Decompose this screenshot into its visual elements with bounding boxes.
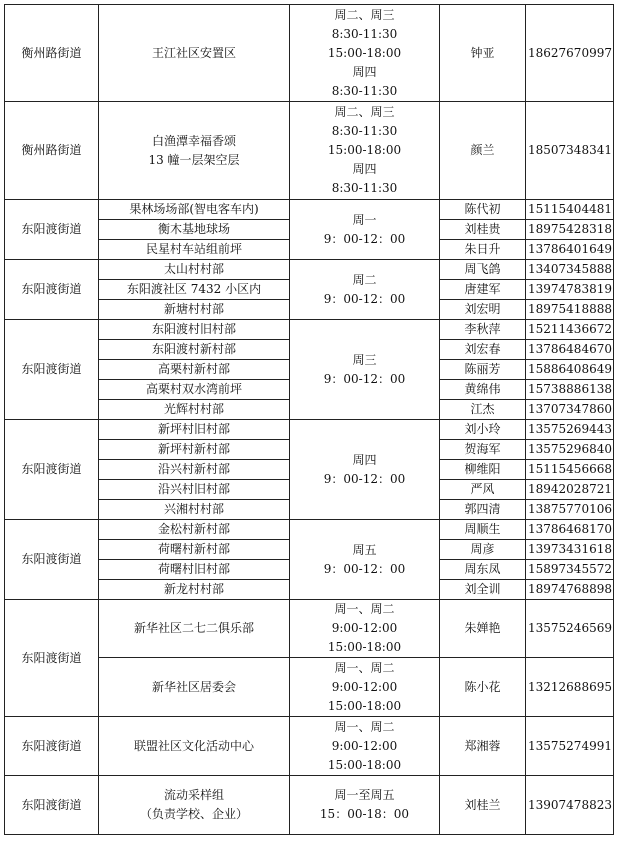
site-cell — [99, 560, 290, 580]
site-cell-line: 高栗村双水湾前坪 — [145, 382, 242, 396]
table-row — [5, 600, 614, 658]
time-cell-line: 周一、周二 — [334, 660, 395, 675]
site-cell-line: 新塘村村部 — [163, 302, 224, 316]
time-cell — [290, 102, 440, 200]
site-cell-line: 沿兴村旧村部 — [157, 482, 230, 496]
contact-cell: 陈丽芳 — [440, 360, 526, 380]
site-cell — [99, 600, 290, 658]
time-cell — [290, 260, 440, 320]
time-cell-line: 9:00-12:00 — [331, 621, 398, 635]
site-cell-line: 王江社区安置区 — [151, 45, 236, 60]
site-cell-line: 沿兴村新村部 — [157, 462, 230, 476]
site-cell-line: 东阳渡社区 7432 小区内 — [126, 282, 262, 296]
site-cell — [99, 440, 290, 460]
time-cell-line: 9：00-12：00 — [323, 371, 406, 386]
time-cell-line: 周三 — [352, 352, 377, 367]
site-cell — [99, 717, 290, 776]
site-cell — [99, 580, 290, 600]
time-cell-line: 周四 — [352, 452, 377, 467]
time-cell-line: 周四 — [352, 162, 377, 176]
time-cell-line: 周五 — [352, 542, 377, 557]
site-cell — [99, 340, 290, 360]
site-cell — [99, 776, 290, 835]
contact-cell: 李秋萍 — [440, 320, 526, 340]
time-cell-line: 15:00-18:00 — [327, 757, 402, 772]
table-row — [5, 420, 614, 440]
phone-cell: 18942028721 — [526, 480, 614, 500]
phone-cell: 13973431618 — [526, 540, 614, 560]
phone-cell: 13575269443 — [526, 420, 614, 440]
table-row — [5, 520, 614, 540]
phone-cell: 18974768898 — [526, 580, 614, 600]
contact-cell: 颜兰 — [440, 102, 526, 200]
site-cell-line: 太山村村部 — [163, 262, 224, 276]
street-cell: 东阳渡街道 — [5, 600, 99, 717]
site-cell-line: 民星村车站组前坪 — [145, 242, 242, 256]
site-cell-line: 荷曙村旧村部 — [157, 562, 230, 576]
site-cell-line: 联盟社区文化活动中心 — [133, 738, 254, 753]
street-cell: 衡州路街道 — [5, 5, 99, 102]
table-row — [5, 102, 614, 200]
phone-cell: 15211436672 — [526, 320, 614, 340]
table-row — [5, 260, 614, 280]
contact-cell: 刘宏春 — [440, 340, 526, 360]
time-cell — [290, 658, 440, 717]
time-cell-line: 15:00-18:00 — [327, 45, 402, 60]
site-cell — [99, 380, 290, 400]
contact-cell: 江杰 — [440, 400, 526, 420]
time-cell — [290, 420, 440, 520]
time-cell-line: 周一 — [352, 212, 377, 227]
site-cell — [99, 200, 290, 220]
site-cell-line: 果林场场部(智电客车内) — [129, 202, 259, 216]
time-cell-line: 周一、周二 — [334, 719, 395, 734]
site-cell — [99, 102, 290, 200]
contact-cell: 钟亚 — [440, 5, 526, 102]
time-cell-line: 周二、周三 — [334, 7, 395, 22]
site-cell — [99, 658, 290, 717]
table-row — [5, 5, 614, 102]
site-cell — [99, 540, 290, 560]
contact-cell: 刘宏明 — [440, 300, 526, 320]
time-cell-line: 9：00-12：00 — [323, 291, 406, 306]
contact-cell: 陈代初 — [440, 200, 526, 220]
phone-cell: 13974783819 — [526, 280, 614, 300]
contact-cell: 朱日升 — [440, 240, 526, 260]
site-cell — [99, 260, 290, 280]
time-cell — [290, 600, 440, 658]
phone-cell: 18627670997 — [526, 5, 614, 102]
time-cell-line: 9:00-12:00 — [331, 679, 398, 694]
site-cell-line: 白渔潭幸福香颂 — [151, 133, 236, 148]
contact-cell: 唐建军 — [440, 280, 526, 300]
street-cell: 东阳渡街道 — [5, 776, 99, 835]
table-row — [5, 776, 614, 835]
site-cell-line: 高栗村新村部 — [157, 362, 230, 376]
table-row — [5, 717, 614, 776]
contact-cell: 严风 — [440, 480, 526, 500]
street-cell: 东阳渡街道 — [5, 320, 99, 420]
time-cell-line: 8:30-11:30 — [331, 26, 398, 41]
phone-cell: 13407345888 — [526, 260, 614, 280]
phone-cell: 15115404481 — [526, 200, 614, 220]
contact-cell: 周东凤 — [440, 560, 526, 580]
phone-cell: 15897345572 — [526, 560, 614, 580]
site-cell-line: 兴湘村村部 — [163, 502, 224, 516]
street-cell: 东阳渡街道 — [5, 520, 99, 600]
time-cell-line: 9：00-12：00 — [323, 471, 406, 486]
contact-cell: 周飞鸽 — [440, 260, 526, 280]
contact-cell: 刘桂贵 — [440, 220, 526, 240]
contact-cell: 黄绵伟 — [440, 380, 526, 400]
street-cell: 衡州路街道 — [5, 102, 99, 200]
contact-cell: 柳维阳 — [440, 460, 526, 480]
site-cell — [99, 500, 290, 520]
time-cell-line: 8:30-11:30 — [331, 83, 398, 98]
time-cell-line: 8:30-11:30 — [331, 181, 398, 195]
phone-cell: 13212688695 — [526, 658, 614, 717]
site-cell-line: 金松村新村部 — [157, 522, 230, 536]
time-cell-line: 周二、周三 — [334, 105, 395, 119]
phone-cell: 13575274991 — [526, 717, 614, 776]
site-cell — [99, 5, 290, 102]
site-cell — [99, 520, 290, 540]
site-cell-line: 光辉村村部 — [163, 402, 224, 416]
site-cell — [99, 480, 290, 500]
phone-cell: 15738886138 — [526, 380, 614, 400]
site-cell-line: 新华社区二七二俱乐部 — [133, 621, 254, 635]
phone-cell: 13575296840 — [526, 440, 614, 460]
contact-cell: 刘桂兰 — [440, 776, 526, 835]
time-cell-line: 周四 — [352, 64, 377, 79]
phone-cell: 18975428318 — [526, 220, 614, 240]
phone-cell: 13875770106 — [526, 500, 614, 520]
site-cell-line: 东阳渡村新村部 — [151, 342, 236, 356]
time-cell — [290, 5, 440, 102]
site-cell-line: 新坪村旧村部 — [157, 422, 230, 436]
contact-cell: 陈小花 — [440, 658, 526, 717]
site-cell-line: 东阳渡村旧村部 — [151, 322, 236, 336]
phone-cell: 13786401649 — [526, 240, 614, 260]
site-cell — [99, 220, 290, 240]
phone-cell: 15115456668 — [526, 460, 614, 480]
street-cell: 东阳渡街道 — [5, 717, 99, 776]
time-cell-line: 15:00-18:00 — [327, 698, 402, 713]
time-cell-line: 9：00-12：00 — [323, 231, 406, 246]
site-cell — [99, 400, 290, 420]
table-row — [5, 200, 614, 220]
contact-cell: 周顺生 — [440, 520, 526, 540]
time-cell-line: 周二 — [352, 272, 377, 287]
time-cell-line: 15：00-18：00 — [319, 807, 410, 821]
phone-cell: 13786468170 — [526, 520, 614, 540]
street-cell: 东阳渡街道 — [5, 260, 99, 320]
contact-cell: 郑湘蓉 — [440, 717, 526, 776]
phone-cell: 13575246569 — [526, 600, 614, 658]
time-cell — [290, 776, 440, 835]
site-cell — [99, 420, 290, 440]
contact-cell: 刘小玲 — [440, 420, 526, 440]
time-cell — [290, 200, 440, 260]
site-cell — [99, 240, 290, 260]
time-cell-line: 9:00-12:00 — [331, 738, 398, 753]
site-cell-line: 荷曙村新村部 — [157, 542, 230, 556]
contact-cell: 周彦 — [440, 540, 526, 560]
time-cell — [290, 717, 440, 776]
site-cell — [99, 320, 290, 340]
phone-cell: 13786484670 — [526, 340, 614, 360]
phone-cell: 18507348341 — [526, 102, 614, 200]
street-cell: 东阳渡街道 — [5, 420, 99, 520]
phone-cell: 15886408649 — [526, 360, 614, 380]
contact-cell: 贺海军 — [440, 440, 526, 460]
phone-cell: 18975418888 — [526, 300, 614, 320]
site-cell-line: 新华社区居委会 — [151, 679, 236, 694]
site-cell-line: 新坪村新村部 — [157, 442, 230, 456]
site-cell-line: 流动采样组 — [163, 788, 224, 802]
contact-cell: 刘全训 — [440, 580, 526, 600]
time-cell-line: 周一至周五 — [334, 788, 395, 802]
time-cell-line: 15:00-18:00 — [327, 640, 402, 654]
table-row — [5, 320, 614, 340]
site-cell — [99, 360, 290, 380]
contact-cell: 朱婵艳 — [440, 600, 526, 658]
site-cell-line: 13 幢一层架空层 — [148, 152, 240, 167]
time-cell — [290, 320, 440, 420]
time-cell — [290, 520, 440, 600]
time-cell-line: 周一、周二 — [334, 602, 395, 616]
time-cell-line: 15:00-18:00 — [327, 143, 402, 157]
site-cell — [99, 460, 290, 480]
time-cell-line: 8:30-11:30 — [331, 124, 398, 138]
contact-cell: 郭四清 — [440, 500, 526, 520]
site-cell — [99, 280, 290, 300]
street-cell: 东阳渡街道 — [5, 200, 99, 260]
phone-cell: 13907478823 — [526, 776, 614, 835]
sampling-sites-table — [4, 4, 614, 835]
phone-cell: 13707347860 — [526, 400, 614, 420]
time-cell-line: 9：00-12：00 — [323, 561, 406, 576]
site-cell-line: 衡木基地球场 — [157, 222, 230, 236]
site-cell-line: 新龙村村部 — [163, 582, 224, 596]
site-cell-line: （负责学校、企业） — [139, 807, 248, 821]
site-cell — [99, 300, 290, 320]
